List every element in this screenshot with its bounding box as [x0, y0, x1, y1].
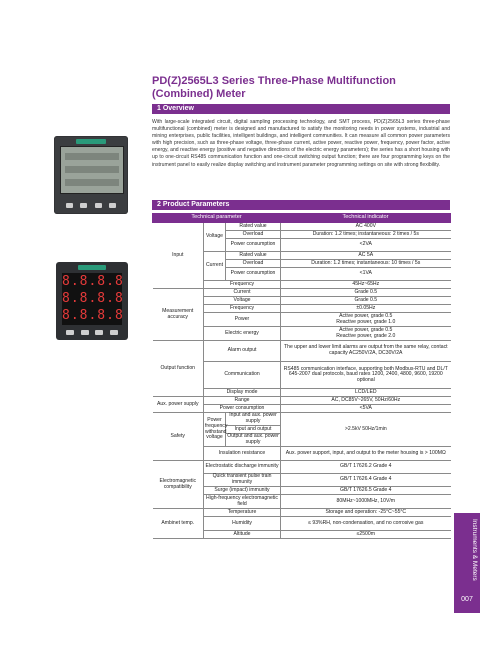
- cell-value: ≤ 93%RH, non-condensation, and no corrosive gas: [281, 517, 451, 531]
- cell-value: GB/T 17626.2 Grade 4: [281, 461, 451, 474]
- cell-value: AC, DC85V~265V, 50Hz/60Hz: [281, 397, 451, 405]
- cell-value: <1VA: [281, 268, 451, 281]
- page-number: 007: [461, 596, 473, 603]
- cell-label: Current: [204, 289, 281, 297]
- cell-value: 80MHz~1000MHz, 10V/m: [281, 495, 451, 509]
- cell-label: Communication: [204, 362, 281, 389]
- group-input: Input: [153, 223, 204, 289]
- cell-label: Input and output: [226, 426, 281, 434]
- cell-value: <5VA: [281, 405, 451, 413]
- page-title: [152, 75, 452, 101]
- cell-value: <2VA: [281, 239, 451, 252]
- cell-label: Surge (impact) immunity: [204, 487, 281, 495]
- cell-value: ±0.05Hz: [281, 305, 451, 313]
- cell-label: Input and aux. power supply: [226, 413, 281, 426]
- group-measurement-accuracy: Measurement accuracy: [153, 289, 204, 341]
- header-parameter: Technical parameter: [153, 214, 281, 223]
- panel-keys: [66, 330, 118, 335]
- lcd-segment: [65, 153, 119, 160]
- parameters-table: [152, 213, 451, 539]
- group-output-function: Output function: [153, 341, 204, 397]
- section-header-overview: 1 Overview: [152, 104, 450, 114]
- value-line: Reactive power, grade 1.0: [336, 318, 396, 325]
- cell-value: GB/T 17626.5 Grade 4: [281, 487, 451, 495]
- group-safety: Safety: [153, 413, 204, 461]
- lcd-screen: [60, 146, 124, 194]
- cell-label: Overload: [226, 260, 281, 268]
- cell-label: Power consumption: [226, 239, 281, 252]
- cell-label: Temperature: [204, 509, 281, 517]
- cell-label: Power consumption: [226, 268, 281, 281]
- cell-label: Power consumption: [204, 405, 281, 413]
- lcd-segment: [65, 166, 119, 173]
- side-label-line: & Meters: [471, 554, 478, 581]
- side-label-line: Instruments: [471, 519, 478, 554]
- cell-label: High-frequency electromagnetic field: [204, 495, 281, 509]
- cell-value: [281, 327, 451, 341]
- cell-value: Grade 0.5: [281, 297, 451, 305]
- cell-value: ≤2500m: [281, 531, 451, 539]
- cell-value: Duration: 1.2 times; instantaneous: 10 times / 5s: [281, 260, 451, 268]
- panel-keys: [66, 203, 116, 208]
- brand-badge: [76, 139, 106, 144]
- value-line: Active power, grade 0.5: [339, 312, 393, 319]
- cell-value: LCD/LED: [281, 389, 451, 397]
- meter-led-image: [56, 262, 128, 340]
- cell-value: RS485 communication interface, supporting both Modbus-RTU and DL/T 645-2007 dual protocols, baud rates 1200, 2400, 4800, 9600, 19200 optional: [281, 362, 451, 389]
- led-row: 8.8.8.8: [62, 274, 124, 289]
- brand-badge: [78, 265, 106, 270]
- cell-label: Frequency: [204, 281, 281, 289]
- led-row: 8.8.8.8: [62, 291, 124, 306]
- lcd-segment: [65, 179, 119, 186]
- header-indicator: Technical indicator: [281, 214, 451, 223]
- group-aux-power: Aux. power supply: [153, 397, 204, 413]
- sub-current: Current: [204, 252, 226, 281]
- cell-label: Quick transient pulse train immunity: [204, 474, 281, 487]
- group-ambient: Ambinet temp.: [153, 509, 204, 539]
- cell-label: Insulation resistance: [204, 447, 281, 461]
- cell-label: Alarm output: [204, 341, 281, 362]
- led-row: 8.8.8.8: [62, 308, 124, 323]
- value-line: Reactive power, grade 2.0: [336, 332, 396, 339]
- cell-label: Power: [204, 313, 281, 327]
- cell-label: Display mode: [204, 389, 281, 397]
- cell-value: AC 5A: [281, 252, 451, 260]
- cell-label: Electric energy: [204, 327, 281, 341]
- title-line: (Combined) Meter: [152, 88, 246, 100]
- title-line: PD(Z)2565L3 Series Three-Phase Multifunction: [152, 75, 396, 87]
- cell-value: AC 400V: [281, 223, 451, 231]
- led-display: [62, 273, 122, 325]
- sub-voltage: Voltage: [204, 223, 226, 252]
- cell-label: Voltage: [204, 297, 281, 305]
- cell-label: Range: [204, 397, 281, 405]
- group-emc: Electromagnetic compatibility: [153, 461, 204, 509]
- cell-value: The upper and lower limit alarms are output from the same relay, contact capacity AC250V/2A, DC30V/2A: [281, 341, 451, 362]
- cell-value: Aux. power support, input, and output to the meter housing is > 100MΩ: [281, 447, 451, 461]
- cell-value: Storage and operation: -25°C~55°C: [281, 509, 451, 517]
- cell-label: Frequency: [204, 305, 281, 313]
- cell-label: Rated value: [226, 223, 281, 231]
- cell-label: Rated value: [226, 252, 281, 260]
- cell-label: Humidity: [204, 517, 281, 531]
- overview-text: With large-scale integrated circuit, digital sampling processing technology, and SMT process, PD(Z)2565L3 series three-phase multifunctional (combined) meter is designed and manufactured to satisfy the monitoring needs in power systems, industrial and mining enterprises, public facilities, intelligent buildings, and intelligent communities. It can measure all common power parameters with high precision, such as three-phase voltage, three-phase current, active power, reactive power, frequency, power factor, active energy, and reactive energy (positive and negative directions of the electric energy parameters); the series has a short housing with up to one-circuit RS485 communication function and one-circuit switching output function; there are four programming keys on the instrument panel to easily realize display switching and instrument parameter programming settings on site with strong flexibility.: [152, 119, 450, 168]
- sub-withstand-voltage: Power frequency withstand voltage: [204, 413, 226, 447]
- cell-value: >2.5kV 50Hz/1min: [281, 413, 451, 447]
- cell-value: Grade 0.5: [281, 289, 451, 297]
- side-category-label: [456, 518, 478, 582]
- cell-label: Output and aux. power supply: [227, 433, 279, 445]
- cell-value: 45Hz~65Hz: [281, 281, 451, 289]
- cell-value: [281, 313, 451, 327]
- cell-label: Overload: [226, 231, 281, 239]
- cell-label: Electrostatic discharge immunity: [204, 461, 281, 474]
- section-header-parameters: 2 Product Parameters: [152, 200, 450, 210]
- cell-value: GB/T 17626.4 Grade 4: [281, 474, 451, 487]
- cell-value: Duration: 1.2 times; instantaneous: 2 times / 5s: [281, 231, 451, 239]
- meter-lcd-image: [54, 136, 128, 214]
- value-line: Active power, grade 0.5: [339, 326, 393, 333]
- cell-label: Altitude: [204, 531, 281, 539]
